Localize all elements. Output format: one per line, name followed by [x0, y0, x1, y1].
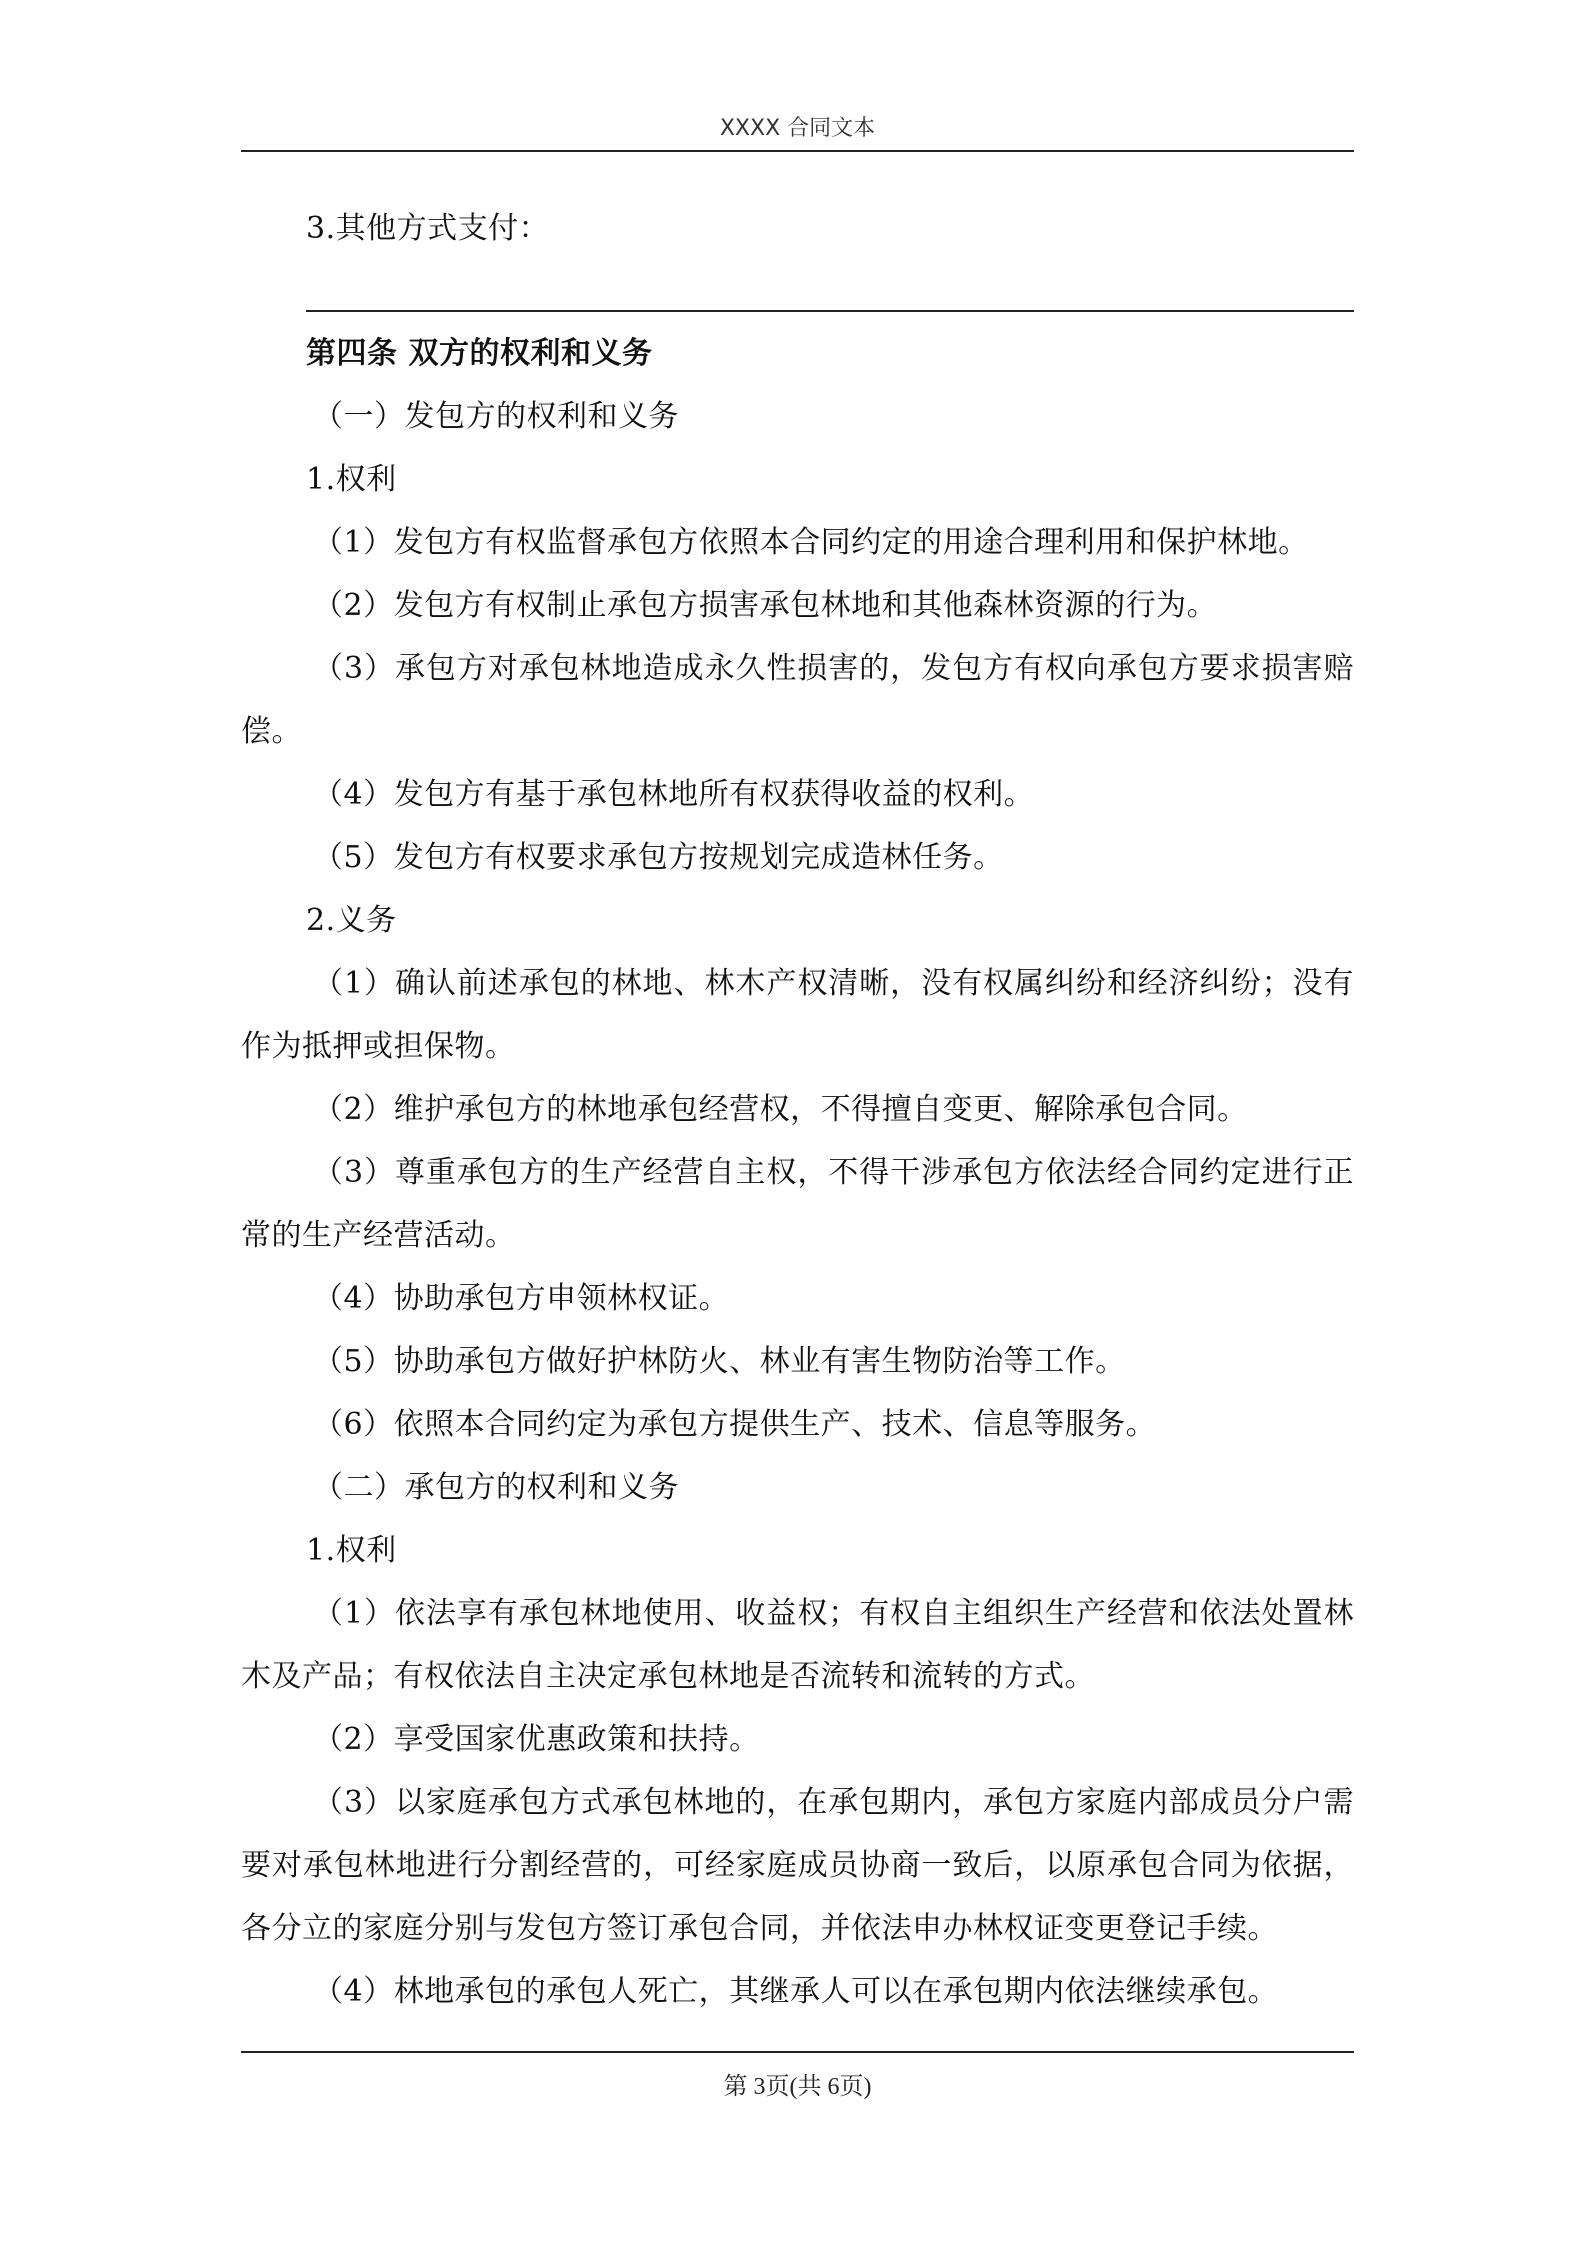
- section-1-right-5: （5）发包方有权要求承包方按规划完成造林任务。: [313, 840, 1004, 875]
- section-2-right-1: （1）依法享有承包林地使用、收益权；有权自主组织生产经营和依法处置林木及产品；有权依法自主决定承包林地是否流转和流转的方式。: [241, 1596, 1354, 1694]
- section-2-right-4: （4）林地承包的承包人死亡，其继承人可以在承包期内依法继续承包。: [313, 1974, 1279, 2009]
- section-1-duty-6: （6）依照本合同约定为承包方提供生产、技术、信息等服务。: [313, 1407, 1157, 1442]
- document-body: [241, 197, 1354, 2023]
- fill-in-blank-line: [306, 260, 1354, 312]
- section-1-duty-2: （2）维护承包方的林地承包经营权，不得擅自变更、解除承包合同。: [313, 1092, 1248, 1127]
- payment-method-3: 3.其他方式支付：: [306, 211, 550, 246]
- section-2-title: （二）承包方的权利和义务: [313, 1470, 679, 1505]
- page-footer: 第 3页(共 6页): [241, 2051, 1354, 2105]
- section-1-duties-label: 2.义务: [306, 903, 397, 938]
- article-4-title: 第四条 双方的权利和义务: [306, 336, 653, 371]
- section-1-duty-1: （1）确认前述承包的林地、林木产权清晰，没有权属纠纷和经济纠纷；没有作为抵押或担保物。: [241, 966, 1354, 1064]
- page-header: XXXX 合同文本: [241, 112, 1354, 152]
- section-1-right-1: （1）发包方有权监督承包方依照本合同约定的用途合理利用和保护林地。: [313, 525, 1309, 560]
- section-1-rights-label: 1.权利: [306, 462, 397, 497]
- section-2-right-2: （2）享受国家优惠政策和扶持。: [313, 1722, 760, 1757]
- section-1-duty-4: （4）协助承包方申领林权证。: [313, 1281, 730, 1316]
- section-1-right-2: （2）发包方有权制止承包方损害承包林地和其他森林资源的行为。: [313, 588, 1218, 623]
- section-1-right-4: （4）发包方有基于承包林地所有权获得收益的权利。: [313, 777, 1035, 812]
- section-2-right-3: （3）以家庭承包方式承包林地的，在承包期内，承包方家庭内部成员分户需要对承包林地进行分割经营的，可经家庭成员协商一致后，以原承包合同为依据，各分立的家庭分别与发包方签订承包合同，并依法申办林权证变更登记手续。: [241, 1785, 1354, 1946]
- section-1-duty-3: （3）尊重承包方的生产经营自主权，不得干涉承包方依法经合同约定进行正常的生产经营活动。: [241, 1155, 1354, 1253]
- section-1-right-3: （3）承包方对承包林地造成永久性损害的，发包方有权向承包方要求损害赔偿。: [241, 651, 1354, 749]
- section-1-title: （一）发包方的权利和义务: [313, 399, 679, 434]
- section-2-rights-label: 1.权利: [306, 1533, 397, 1568]
- section-1-duty-5: （5）协助承包方做好护林防火、林业有害生物防治等工作。: [313, 1344, 1126, 1379]
